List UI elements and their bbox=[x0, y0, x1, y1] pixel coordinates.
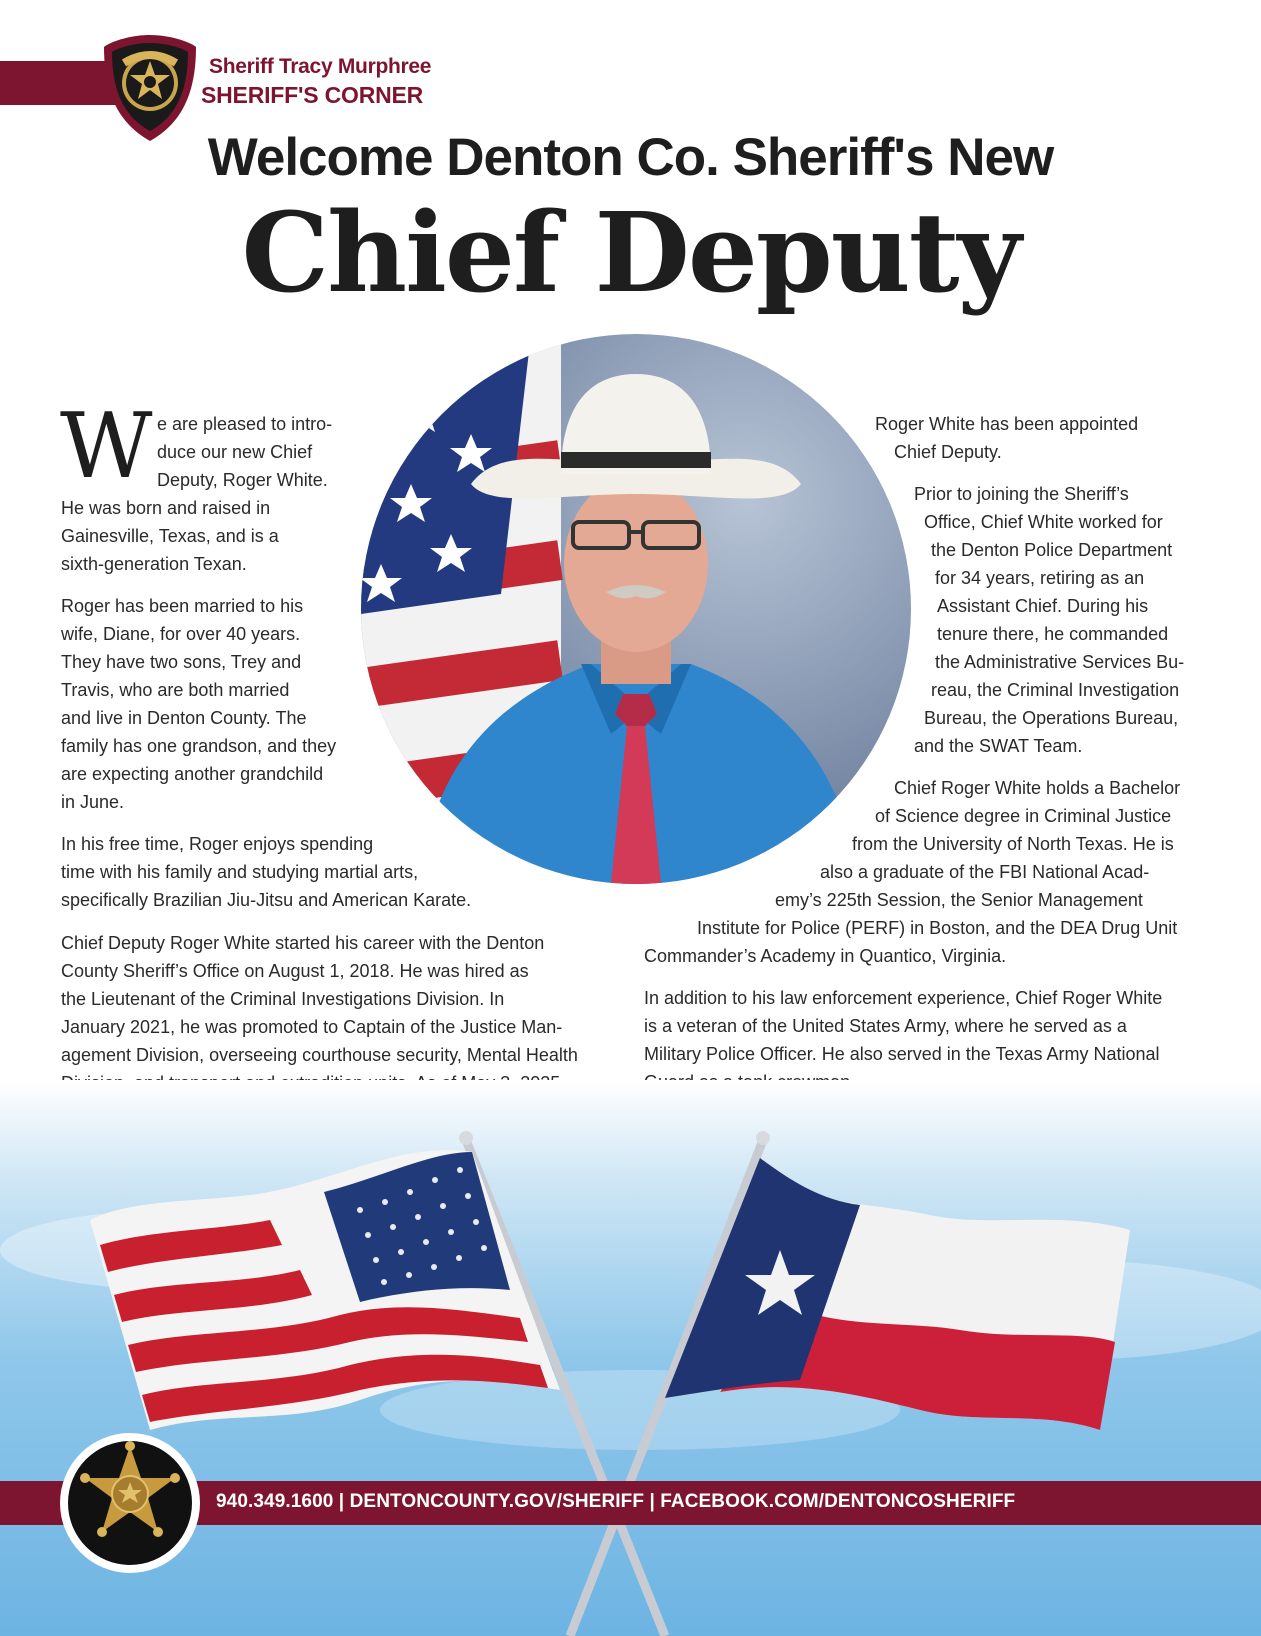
article-line: e are pleased to intro- bbox=[157, 414, 333, 434]
footer-contact: 940.349.1600 | DENTONCOUNTY.GOV/SHERIFF | FACEBOOK.COM/DENTONCOSHERIFF bbox=[216, 1491, 1016, 1512]
article-line: Military Police Officer. He also served in the Texas Army National bbox=[644, 1044, 1160, 1064]
article-line: for 34 years, retiring as an bbox=[935, 568, 1145, 588]
article-line: sixth-generation Texan. bbox=[61, 554, 247, 574]
article-line: reau, the Criminal Investigation bbox=[931, 680, 1180, 700]
article-line: Travis, who are both married bbox=[61, 680, 290, 700]
article-line: time with his family and studying martial arts, bbox=[61, 862, 419, 882]
article-line: He was born and raised in bbox=[61, 498, 271, 518]
article-line: In addition to his law enforcement experience, Chief Roger White bbox=[644, 988, 1163, 1008]
article-line: tenure there, he commanded bbox=[937, 624, 1169, 644]
article-line: In his free time, Roger enjoys spending bbox=[61, 834, 374, 854]
article-line: Office, Chief White worked for bbox=[924, 512, 1163, 532]
headline-line-1: Welcome Denton Co. Sheriff's New bbox=[207, 128, 1054, 187]
article-dropcap: W bbox=[60, 394, 153, 499]
article-line: and live in Denton County. The bbox=[61, 708, 307, 728]
article-line: Bureau, the Operations Bureau, bbox=[924, 708, 1179, 728]
article-line: Deputy, Roger White. bbox=[157, 470, 328, 490]
article-line: wife, Diane, for over 40 years. bbox=[61, 624, 301, 644]
article-line: Chief Deputy Roger White started his career with the Denton bbox=[61, 933, 545, 953]
article-line: Chief Roger White holds a Bachelor bbox=[894, 778, 1181, 798]
article-line: are expecting another grandchild bbox=[61, 764, 324, 784]
article-line: Commander’s Academy in Quantico, Virginia. bbox=[644, 946, 1007, 966]
article-line: also a graduate of the FBI National Acad- bbox=[820, 862, 1150, 882]
article-line: the Lieutenant of the Criminal Investigations Division. In bbox=[61, 989, 505, 1009]
article-line: specifically Brazilian Jiu-Jitsu and American Karate. bbox=[61, 890, 472, 910]
article-line: Chief Deputy. bbox=[894, 442, 1002, 462]
article-line: County Sheriff’s Office on August 1, 2018. He was hired as bbox=[61, 961, 529, 981]
article-line: Assistant Chief. During his bbox=[937, 596, 1149, 616]
article-line: duce our new Chief bbox=[157, 442, 313, 462]
article-line: Prior to joining the Sheriff’s bbox=[914, 484, 1129, 504]
article-line: of Science degree in Criminal Justice bbox=[875, 806, 1172, 826]
article-line: the Administrative Services Bu- bbox=[935, 652, 1185, 672]
headline-line-2: Chief Deputy bbox=[241, 188, 1020, 317]
article-line: Roger White has been appointed bbox=[875, 414, 1139, 434]
sheriff-star-badge-icon bbox=[59, 1432, 201, 1574]
roger-white-portrait-photo bbox=[361, 334, 911, 884]
column-title: SHERIFF'S CORNER bbox=[201, 82, 424, 108]
article-line: Gainesville, Texas, and is a bbox=[61, 526, 279, 546]
article-line: from the University of North Texas. He is bbox=[852, 834, 1174, 854]
sheriff-name: Sheriff Tracy Murphree bbox=[209, 55, 432, 78]
article-line: agement Division, overseeing courthouse security, Mental Health bbox=[61, 1045, 578, 1065]
article-line: in June. bbox=[61, 792, 125, 812]
article-line: and the SWAT Team. bbox=[914, 736, 1083, 756]
article-line: family has one grandson, and they bbox=[61, 736, 337, 756]
article-line: emy’s 225th Session, the Senior Management bbox=[775, 890, 1143, 910]
article-line: is a veteran of the United States Army, where he served as a bbox=[644, 1016, 1127, 1036]
article-line: They have two sons, Trey and bbox=[61, 652, 302, 672]
article-line: January 2021, he was promoted to Captain of the Justice Man- bbox=[61, 1017, 563, 1037]
article-line: Roger has been married to his bbox=[61, 596, 304, 616]
article-line: Institute for Police (PERF) in Boston, and the DEA Drug Unit bbox=[697, 918, 1178, 938]
article-line: the Denton Police Department bbox=[931, 540, 1173, 560]
